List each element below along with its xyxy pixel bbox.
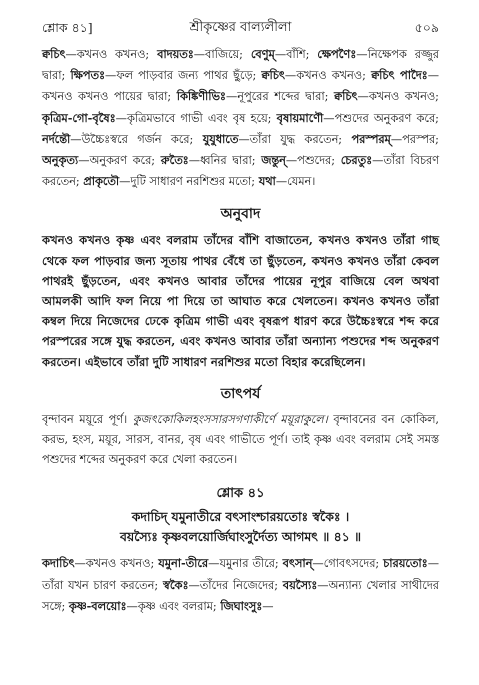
- word-meaning: —নূপুরের শব্দের দ্বারা;: [225, 90, 335, 104]
- word-meaning: —কখনও কখনও;: [65, 48, 158, 61]
- word-meaning: —কৃষ্ণ এবং বলরাম;: [126, 599, 221, 613]
- verse-line-1: কদাচিদ্ যমুনাতীরে বৎসাংশ্চারয়তোঃ স্বকৈঃ ।: [131, 509, 350, 525]
- sanskrit-word: নর্দন্তৌ: [42, 131, 71, 146]
- word-meaning: —নিক্ষেপক রজ্জুর দ্বারা;: [42, 48, 439, 83]
- word-meaning: —বাজিয়ে;: [193, 48, 251, 61]
- sanskrit-word: বৎসান্: [282, 556, 313, 571]
- word-meaning: —ধ্বনির দ্বারা;: [188, 154, 262, 168]
- sanskrit-word: কদাচিৎ: [42, 556, 75, 571]
- word-meaning: —উচ্চৈঃস্বরে গর্জন করে;: [70, 132, 203, 146]
- sanskrit-word: বয়স্যৈঃ: [282, 577, 318, 592]
- sanskrit-word: পরস্পরম্: [351, 131, 391, 146]
- word-meaning: —গোবৎসদের;: [312, 557, 384, 571]
- word-meaning: —: [262, 599, 274, 613]
- word-meaning: —বাঁশি;: [274, 48, 318, 61]
- purport-text-b: বৃন্দাবনের বন কোকিল, করভ, হংস, ময়ূর, সারস, বানর, বৃষ এবং গাভীতে পূর্ণ। তাই কৃষ্ণ এবং বলরাম সেই সমস্ত পশুদের শব্দের অনুকরণ করে খেলা করতেন।: [42, 412, 439, 467]
- purport-quote: কুজৎকোকিলহংসসারসগণাকীর্ণে ময়ূরাকুলে।: [132, 412, 328, 426]
- word-meaning: —পশুদের অনুকরণ করে;: [323, 111, 439, 125]
- word-meaning: —কখনও কখনও;: [357, 90, 439, 104]
- word-meaning: —অনুকরণ করে;: [78, 154, 161, 168]
- sanskrit-word: যথা: [258, 174, 276, 189]
- word-meaning: —পশুদের;: [285, 154, 341, 168]
- word-meaning: —তাঁরা বিচরণ করতেন;: [42, 154, 439, 189]
- sanskrit-word: ক্বচিৎ: [334, 89, 358, 104]
- verse-reference: শ্লোক ৪১]: [42, 20, 93, 35]
- sanskrit-word: স্বকৈঃ: [162, 577, 189, 592]
- word-meaning: —তাঁরা যুদ্ধ করতেন;: [238, 132, 352, 146]
- sanskrit-word: ক্বচিৎ পাদৈঃ: [371, 68, 428, 83]
- sanskrit-word: বেণুম্: [250, 47, 275, 61]
- sanskrit-word: ক্বচিৎ: [42, 47, 66, 61]
- purport-text: [42, 410, 439, 471]
- word-meaning: —কৃত্রিমভাবে গাভী এবং বৃষ হয়ে;: [115, 111, 277, 125]
- word-synonyms: [42, 44, 439, 192]
- sanskrit-word: চারয়তোঃ: [383, 556, 428, 571]
- purport-heading: তাৎপর্য: [220, 385, 261, 402]
- verse-line-2: বয়স্যৈঃ কৃষ্ণবলয়োর্জিঘাংসুর্দৈত্য আগমৎ ॥ ৪১ ॥: [120, 529, 361, 545]
- translation-text: কখনও কখনও কৃষ্ণ এবং বলরাম তাঁদের বাঁশি বাজাতেন, কখনও কখনও তাঁরা গাছ থেকে ফল পাড়বার জন্য সূতায় পাথর বেঁধে তা ছুঁড়তেন, কখনও কখনও তাঁরা কেবল পাথরই ছুঁড়তেন, এবং কখনও আবার তাঁদের পায়ের নূপুর বাজিয়ে বেল অথবা আমলকী আদি ফল নিয়ে পা দিয়ে তা আঘাত করে খেলতেন। কখনও কখনও তাঁরা কম্বল দিয়ে নিজেদের ঢেকে কৃত্রিম গাভী এবং বৃষরূপ ধারণ করে উচ্চৈঃস্বরে শব্দ করে পরস্পরের সঙ্গে যুদ্ধ করতেন, এবং কখনও আবার তাঁরা অন্যান্য পশুদের শব্দ অনুকরণ করতেন। এইভাবে তাঁরা দুটি সাধারণ নরশিশুর মতো বিহার করেছিলেন।: [42, 233, 439, 369]
- sanskrit-word: অনুকৃত্য: [42, 153, 79, 168]
- sanskrit-word: যুযুধাতে: [202, 131, 239, 146]
- sanskrit-word: কিঙ্কিণীভিঃ: [176, 89, 226, 104]
- sanskrit-word: ক্বচিৎ: [261, 68, 285, 83]
- sanskrit-word: চেরতুঃ: [340, 153, 373, 168]
- sanskrit-word: রুতৈঃ: [160, 153, 189, 168]
- purport-text-a: বৃন্দাবন ময়ূরে পূর্ণ।: [42, 412, 133, 426]
- word-meaning: —যমুনার তীরে;: [208, 557, 283, 571]
- sanskrit-word: ক্ষিপতঃ: [70, 68, 106, 83]
- sanskrit-word: প্রাকৃতৌ: [83, 174, 120, 189]
- page-body: [42, 44, 439, 617]
- sanskrit-word: কৃত্রিম-গো-বৃষৈঃ: [42, 110, 116, 125]
- word-meaning: —যেমন।: [275, 175, 316, 189]
- page-number: ৫০৯: [414, 20, 439, 35]
- sanskrit-word: বাদয়তঃ: [157, 47, 194, 61]
- word-meaning: —অন্যান্য খেলার সাথীদের সঙ্গে;: [42, 578, 439, 613]
- chapter-title: শ্রীকৃষ্ণের বাল্যলীলা: [189, 20, 292, 35]
- word-meaning: —ফল পাড়বার জন্য পাথর ছুঁড়ে;: [105, 69, 262, 83]
- verse-title: শ্লোক ৪১: [216, 486, 265, 502]
- sanskrit-word: জন্তুন্: [261, 153, 286, 168]
- sanskrit-word: যমুনা-তীরে: [158, 556, 209, 571]
- word-meaning: —দুটি সাধারণ নরশিশুর মতো;: [119, 175, 259, 189]
- word-synonyms: [42, 553, 439, 617]
- word-meaning: —তাঁদের নিজেদের;: [188, 578, 283, 592]
- translation-heading: অনুবাদ: [220, 206, 261, 223]
- word-meaning: —পরস্পর;: [390, 132, 439, 146]
- word-meaning: —কখনও কখনও পায়ের দ্বারা;: [42, 69, 439, 104]
- word-meaning: —কখনও কখনও;: [74, 557, 159, 571]
- page-header: [42, 18, 439, 38]
- sanskrit-word: জিঘাংসুঃ: [220, 598, 263, 613]
- sanskrit-word: ক্ষেপণৈঃ: [317, 47, 357, 61]
- word-meaning: —কখনও কখনও;: [284, 69, 372, 83]
- word-meaning: —তাঁরা যখন চারণ করতেন;: [42, 557, 439, 592]
- sanskrit-word: বৃষায়মাণৌ: [276, 110, 324, 125]
- sanskrit-word: কৃষ্ণ-বলয়োঃ: [68, 598, 127, 613]
